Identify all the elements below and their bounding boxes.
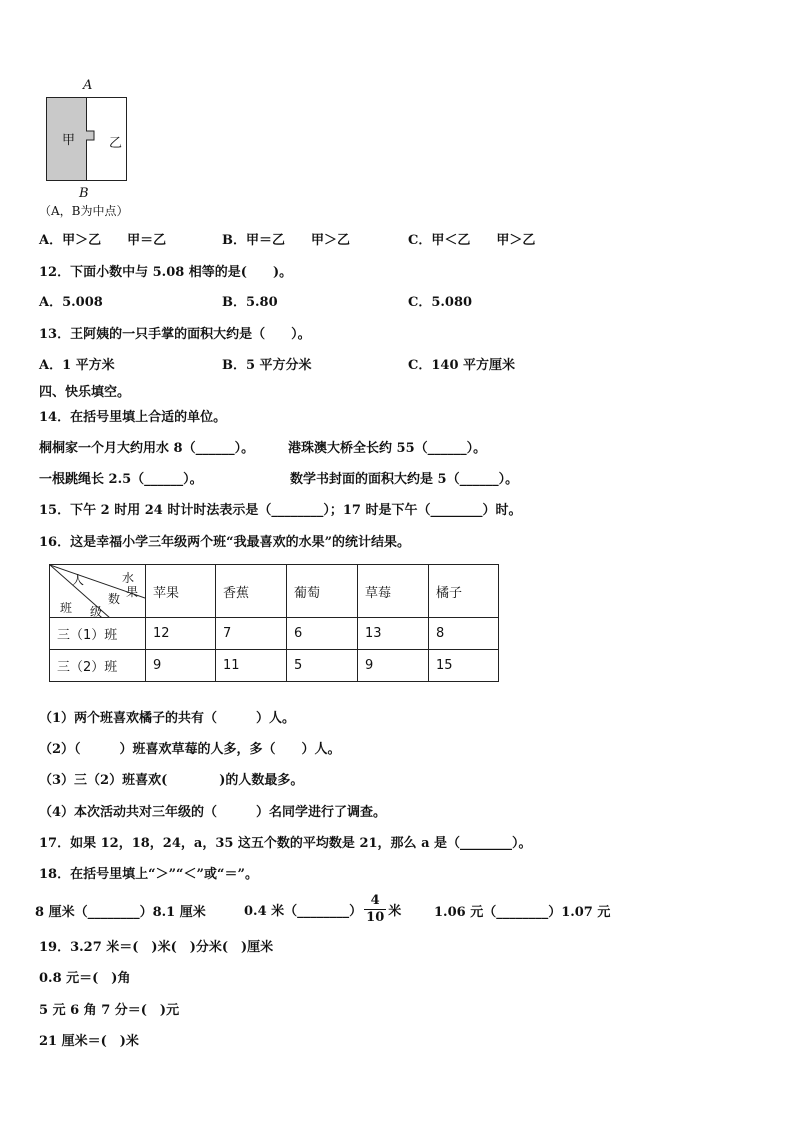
- q14-line1b: 港珠澳大桥全长约 55（______）。: [288, 441, 487, 456]
- label-b: B: [79, 186, 89, 201]
- q19-line3: 5 元 6 角 7 分＝( )元: [39, 1003, 180, 1018]
- square-figure: [40, 78, 140, 218]
- table-row: [50, 650, 499, 682]
- q18-item2-pre: 0.4 米（________）: [244, 903, 363, 919]
- fruit-survey-table: [49, 564, 499, 682]
- section-heading: 四、快乐填空。: [39, 385, 131, 400]
- header-orange: 橘子: [429, 565, 499, 618]
- table-cell: 7: [216, 618, 287, 650]
- q18-item3: 1.06 元（________）1.07 元: [434, 905, 611, 920]
- header-banana: 香蕉: [216, 565, 287, 618]
- table-cell: 11: [216, 650, 287, 682]
- header-grape: 葡萄: [287, 565, 358, 618]
- q19-line2: 0.8 元＝( )角: [39, 971, 131, 986]
- table-cell: 12: [146, 618, 216, 650]
- q11-option-b: B．甲＝乙 甲＞乙: [222, 233, 350, 248]
- label-a: A: [83, 78, 93, 93]
- q18-stem: 18．在括号里填上“＞”“＜”或“＝”。: [39, 867, 258, 882]
- row-label: 三（2）班: [50, 650, 146, 682]
- q12-option-b: B．5.80: [222, 295, 278, 310]
- q16-sub-4: （4）本次活动共对三年级的（ ）名同学进行了调查。: [39, 805, 387, 820]
- q14-line2b: 数学书封面的面积大约是 5（______）。: [290, 472, 519, 487]
- q19-line4: 21 厘米＝( )米: [39, 1034, 139, 1049]
- table-cell: 8: [429, 618, 499, 650]
- table-cell: 9: [146, 650, 216, 682]
- table-cell: 6: [287, 618, 358, 650]
- q12-option-c: C．5.080: [408, 295, 473, 310]
- figure-caption: （A，B为中点）: [39, 204, 129, 218]
- q16-sub-1: （1）两个班喜欢橘子的共有（ ）人。: [39, 711, 296, 726]
- q13-option-b: B．5 平方分米: [222, 358, 312, 373]
- q18-item1: 8 厘米（________）8.1 厘米: [35, 905, 206, 920]
- q13-option-a: A．1 平方米: [39, 358, 115, 373]
- label-yi: 乙: [109, 136, 123, 151]
- corner-ban: 班: [60, 601, 73, 615]
- corner-shu: 数: [108, 592, 121, 606]
- fraction-denominator: 10: [366, 909, 385, 925]
- table-cell: 5: [287, 650, 358, 682]
- corner-shui: 水: [122, 571, 135, 585]
- q18-item2-post: 米: [388, 903, 402, 919]
- corner-ren: 人: [72, 573, 85, 587]
- q16-sub-3: （3）三（2）班喜欢( )的人数最多。: [39, 773, 304, 788]
- table-cell: 15: [429, 650, 499, 682]
- q14-line1a: 桐桐家一个月大约用水 8（______）。: [39, 441, 255, 456]
- corner-guo: 果: [126, 585, 139, 599]
- table-corner-cell: [50, 565, 146, 618]
- q17-text: 17．如果 12，18，24，a，35 这五个数的平均数是 21，那么 a 是（________）。: [39, 836, 532, 851]
- q11-option-c: C．甲＜乙 甲＞乙: [408, 233, 536, 248]
- q16-sub-2: （2）（ ）班喜欢草莓的人多，多（ ）人。: [39, 742, 341, 757]
- q14-line2a: 一根跳绳长 2.5（______）。: [39, 472, 203, 487]
- q13-option-c: C．140 平方厘米: [408, 358, 516, 373]
- table-cell: 9: [358, 650, 429, 682]
- header-apple: 苹果: [146, 565, 216, 618]
- q11-option-a: A．甲＞乙 甲＝乙: [39, 233, 167, 248]
- fraction: [364, 893, 386, 926]
- fraction-numerator: 4: [364, 893, 386, 910]
- table-row: [50, 618, 499, 650]
- q16-stem: 16．这是幸福小学三年级两个班“我最喜欢的水果”的统计结果。: [39, 535, 411, 550]
- q19-line1: 19．3.27 米＝( )米( )分米( )厘米: [39, 940, 274, 955]
- corner-ji: 级: [90, 605, 103, 619]
- label-jia: 甲: [62, 133, 76, 148]
- row-label: 三（1）班: [50, 618, 146, 650]
- q15-text: 15．下午 2 时用 24 时计时法表示是（________）；17 时是下午（________）时。: [39, 503, 522, 518]
- header-strawberry: 草莓: [358, 565, 429, 618]
- q18-item2: [244, 892, 401, 926]
- q14-stem: 14．在括号里填上合适的单位。: [39, 410, 227, 425]
- q12-stem: 12．下面小数中与 5.08 相等的是( )。: [39, 265, 293, 280]
- table-header-row: [50, 565, 499, 618]
- q13-stem: 13．王阿姨的一只手掌的面积大约是（ ）。: [39, 327, 311, 342]
- q12-option-a: A．5.008: [39, 295, 103, 310]
- table-cell: 13: [358, 618, 429, 650]
